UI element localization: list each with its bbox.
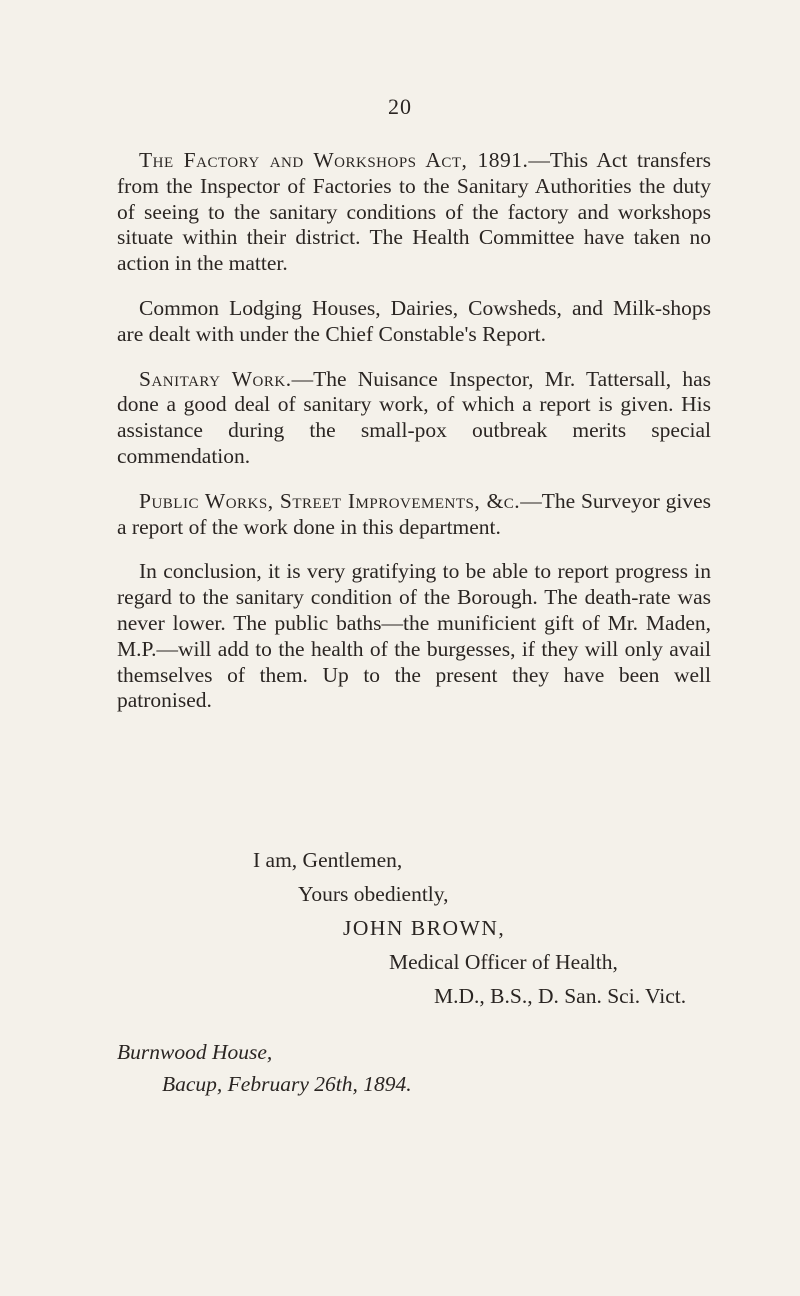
paragraph-text: —The Nuisance Inspector, Mr. Tattersall, has done a good deal of sanitary work, of which a report is given. His assistance during the small-pox outbreak merits special commendation. bbox=[117, 366, 711, 468]
paragraph-text: —This Act transfers from the Inspector of Factories to the Sanitary Authorities the duty of seeing to the sanitary conditions of the factory and workshops situate within their district. The Health Committee have taken no action in the matter. bbox=[117, 148, 711, 276]
paragraph-heading: Public Works, Street Improvements, &c. bbox=[139, 488, 521, 513]
address-house: Burnwood House, bbox=[117, 1040, 273, 1064]
paragraph-heading: Sanitary Work. bbox=[139, 366, 292, 391]
signature: JOHN BROWN, bbox=[343, 916, 506, 940]
paragraph-text: In conclusion, it is very gratifying to be able to report progress in regard to the sanitary condition of the Borough. The death-rate was never lower. The public baths—the munificient gift of Mr. Maden, M.P.—will add to the health of the burgesses, if they will only avail themselves of them. Up to the present they have been well patronised. bbox=[117, 559, 711, 713]
address-place-date: Bacup, February 26th, 1894. bbox=[162, 1072, 412, 1096]
paragraph-text: Common Lodging Houses, Dairies, Cowsheds, and Milk-shops are dealt with under the Chief Constable's Report. bbox=[117, 295, 711, 346]
paragraph-heading: The Factory and Workshops Act, 1891. bbox=[139, 148, 529, 172]
salutation: I am, Gentlemen, bbox=[253, 848, 403, 872]
credentials: M.D., B.S., D. San. Sci. Vict. bbox=[434, 984, 687, 1008]
valediction: Yours obediently, bbox=[298, 882, 449, 906]
page-number: 20 bbox=[388, 94, 412, 119]
officer-title: Medical Officer of Health, bbox=[389, 950, 618, 974]
paragraph-text: —The Surveyor gives a report of the work done in this department. bbox=[117, 488, 711, 539]
